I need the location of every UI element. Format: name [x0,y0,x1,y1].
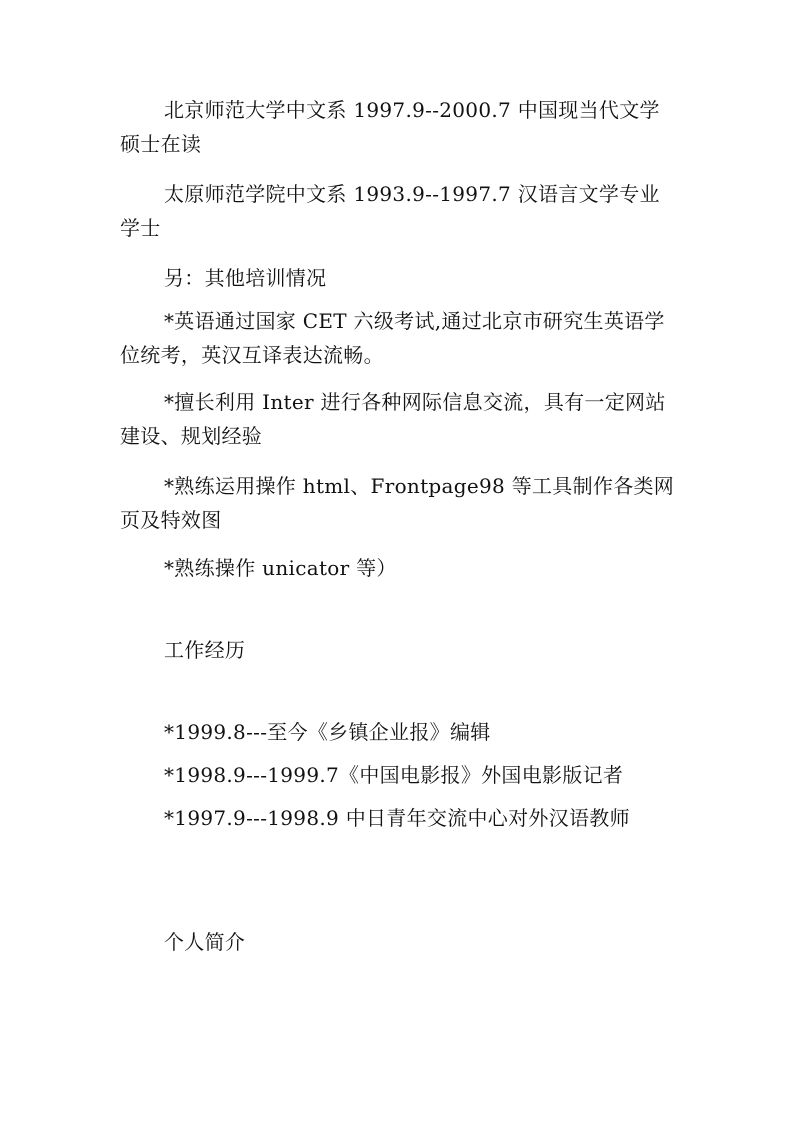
education-entry-2: 太原师范学院中文系 1993.9--1997.7 汉语言文学专业学士 [120,182,660,240]
training-item-webdesign: *熟练运用操作 html、Frontpage98 等工具制作各类网页及特效图 [120,474,675,532]
training-item-english: *英语通过国家 CET 六级考试,通过北京市研究生英语学位统考，英汉互译表达流畅。 [120,309,665,367]
other-training-heading: 另：其他培训情况 [164,266,327,290]
work-experience-heading: 工作经历 [164,638,246,662]
training-item-unicator: *熟练操作 unicator 等） [164,556,397,580]
work-item-2: *1998.9---1999.7《中国电影报》外国电影版记者 [164,763,624,787]
training-item-internet: *擅长利用 Inter 进行各种网际信息交流，具有一定网站建设、规划经验 [120,390,666,448]
work-item-1: *1999.8---至今《乡镇企业报》编辑 [164,720,491,744]
work-item-3: *1997.9---1998.9 中日青年交流中心对外汉语教师 [164,806,630,830]
education-entry-1: 北京师范大学中文系 1997.9--2000.7 中国现当代文学硕士在读 [120,98,660,156]
personal-intro-heading: 个人简介 [164,930,246,954]
